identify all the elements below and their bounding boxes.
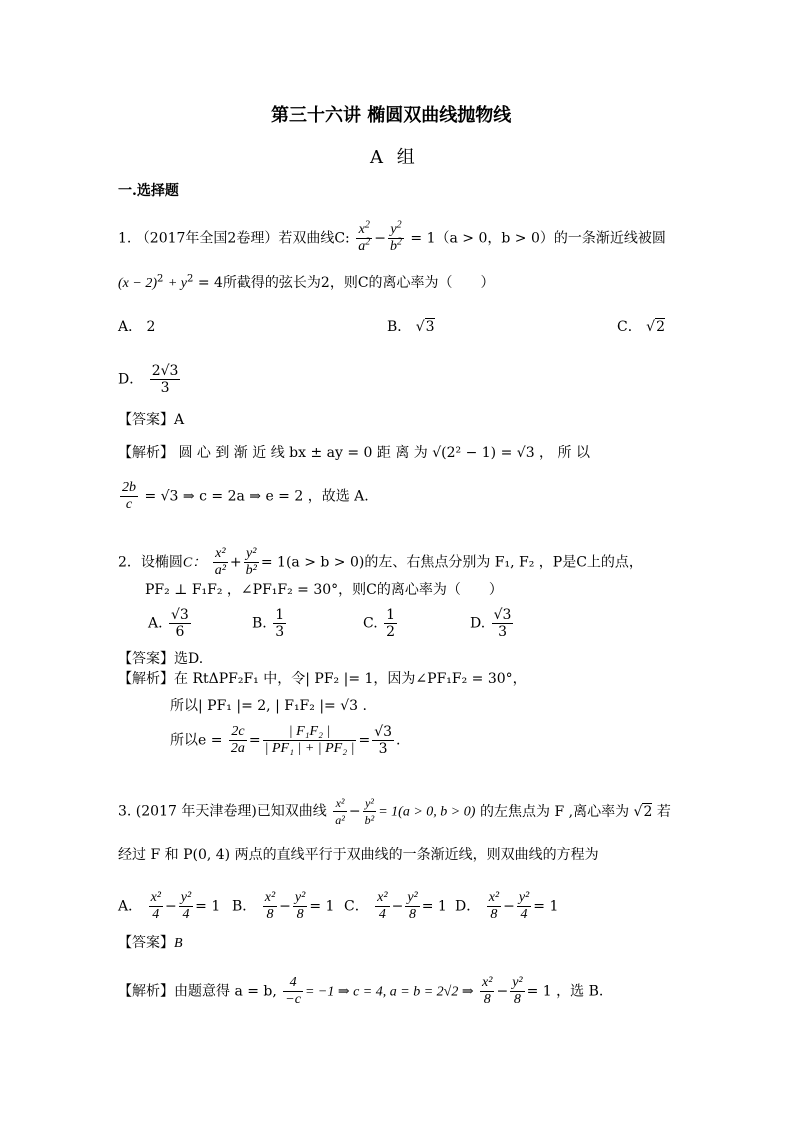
q1-prefix: 1. （2017年全国2卷理）若双曲线C: [118, 230, 350, 247]
group-label: A 组 [370, 147, 419, 168]
q3-option-a: A． $\frac{\text{x²}}{4}$ − $\frac{\text{y²}}{4}$ = 1 [118, 890, 221, 922]
q2-answer: 【答案】选D. [118, 651, 204, 667]
q3-frac-x: $\frac{\text{x²}}{\text{a²}}$ [335, 796, 345, 827]
q2-frac-x: $\frac{\text{x²}}{\text{a²}}$ [214, 546, 226, 578]
q1-option-a: A． 2 [118, 319, 156, 335]
q2-frac-y: $\frac{\text{y²}}{\text{b²}}$ [245, 546, 257, 578]
q2-option-c: C. $\frac{1}{2}$ [363, 607, 396, 640]
section-heading: 一.选择题 [118, 183, 179, 199]
q2-option-a: A. $\frac{√3}{6}$ [148, 607, 189, 640]
q1-answer: 【答案】A [118, 412, 185, 428]
q2-option-d: D. $\frac{√3}{3}$ [470, 607, 512, 640]
q1-analysis-line2: $\frac{2b}{c}$ = √3 ⇒ c = 2a ⇒ e = 2 ，故选 A. [122, 480, 369, 512]
q3-frac-y: $\frac{\text{y²}}{\text{b²}}$ [364, 796, 375, 827]
q3-answer: 【答案】B [118, 935, 183, 951]
q1-line1: 1. （2017年全国2卷理）若双曲线C: $\frac{x^2}{a^2}$ − $\frac{y^2}{b^2}$ = 1（a > 0，b > 0）的一条渐近线被圆 [118, 219, 666, 254]
q2-analysis-line2: 所以| PF₁ |= 2, | F₁F₂ |= √3 . [170, 698, 367, 714]
q3-analysis: 【解析】由题意得 a = b, $\frac{4}{-c}$ = −1 ⇒ c = 4, a = b = 2√2 ⇒ $\frac{\text{x²}}{8}$ − $\frac{\text{y²}}{8}$ = 1 ，选 B. [118, 975, 604, 1007]
q1-option-b: B． √3 [387, 319, 435, 335]
q1-option-c: C． √2 [617, 319, 666, 335]
page-title: 第三十六讲 椭圆双曲线抛物线 [271, 105, 512, 126]
q3-option-c: C． $\frac{\text{x²}}{4}$ − $\frac{\text{y²}}{8}$ = 1 [344, 890, 447, 922]
q1-option-d-frac: $\frac{2√3}{3}$ [151, 363, 179, 396]
q1-analysis-frac: $\frac{2b}{c}$ [122, 480, 136, 512]
q1-frac-y: $\frac{y^2}{b^2}$ [389, 219, 402, 254]
q3-line1-right: 的左焦点为 F ,离心率为 √2 若 [480, 804, 671, 820]
q3-option-d: D． $\frac{\text{x²}}{8}$ − $\frac{\text{y²}}{4}$ = 1 [455, 890, 559, 922]
q2-analysis-line3: 所以e = $\frac{2c}{2a}$ = $\frac{\text{| F₁F₂ |}}{\text{| PF₁ | + | PF₂ |}}$ = $\frac{√3}{3}$ . [170, 724, 401, 757]
q3-line1: 3. (2017 年天津卷理)已知双曲线 $\frac{\text{x²}}{\text{a²}}$ − $\frac{\text{y²}}{\text{b²}}$ = 1(a > 0, b > 0) [118, 796, 476, 827]
q1-frac-x: $\frac{x^2}{a^2}$ [358, 219, 371, 254]
q2-option-b: B. $\frac{1}{3}$ [252, 607, 285, 640]
q2-line1: 2．设椭圆C： $\frac{\text{x²}}{\text{a²}}$ + $\frac{\text{y²}}{\text{b²}}$ = 1(a > b > 0)的左、右焦点分别为 F₁, F₂ ，P是C上的点， [118, 546, 643, 578]
q2-analysis-line1: 【解析】在 RtΔPF₂F₁ 中，令| PF₂ |= 1，因为∠PF₁F₂ = 30°， [118, 671, 527, 687]
q1-option-d: D． $\frac{2√3}{3}$ [118, 363, 179, 396]
q1-line2: $(x - 2)^2 + y^2 = 4$所截得的弦长为2，则C的离心率为（ ） [118, 273, 495, 291]
q1-analysis-line1: 【解析】 圆 心 到 渐 近 线 bx ± ay = 0 距 离 为 √(2² − 1) = √3 ， 所 以 [118, 445, 590, 461]
q3-line2: 经过 F 和 P(0, 4) 两点的直线平行于双曲线的一条渐近线，则双曲线的方程为 [118, 847, 599, 863]
q1-condition: = 1（a > 0，b > 0）的一条渐近线被圆 [410, 230, 666, 247]
q2-line2: PF₂ ⊥ F₁F₂ ，∠PF₁F₂ = 30°，则C的离心率为（ ） [145, 582, 503, 598]
q3-option-b: B． $\frac{\text{x²}}{8}$ − $\frac{\text{y²}}{8}$ = 1 [232, 890, 335, 922]
